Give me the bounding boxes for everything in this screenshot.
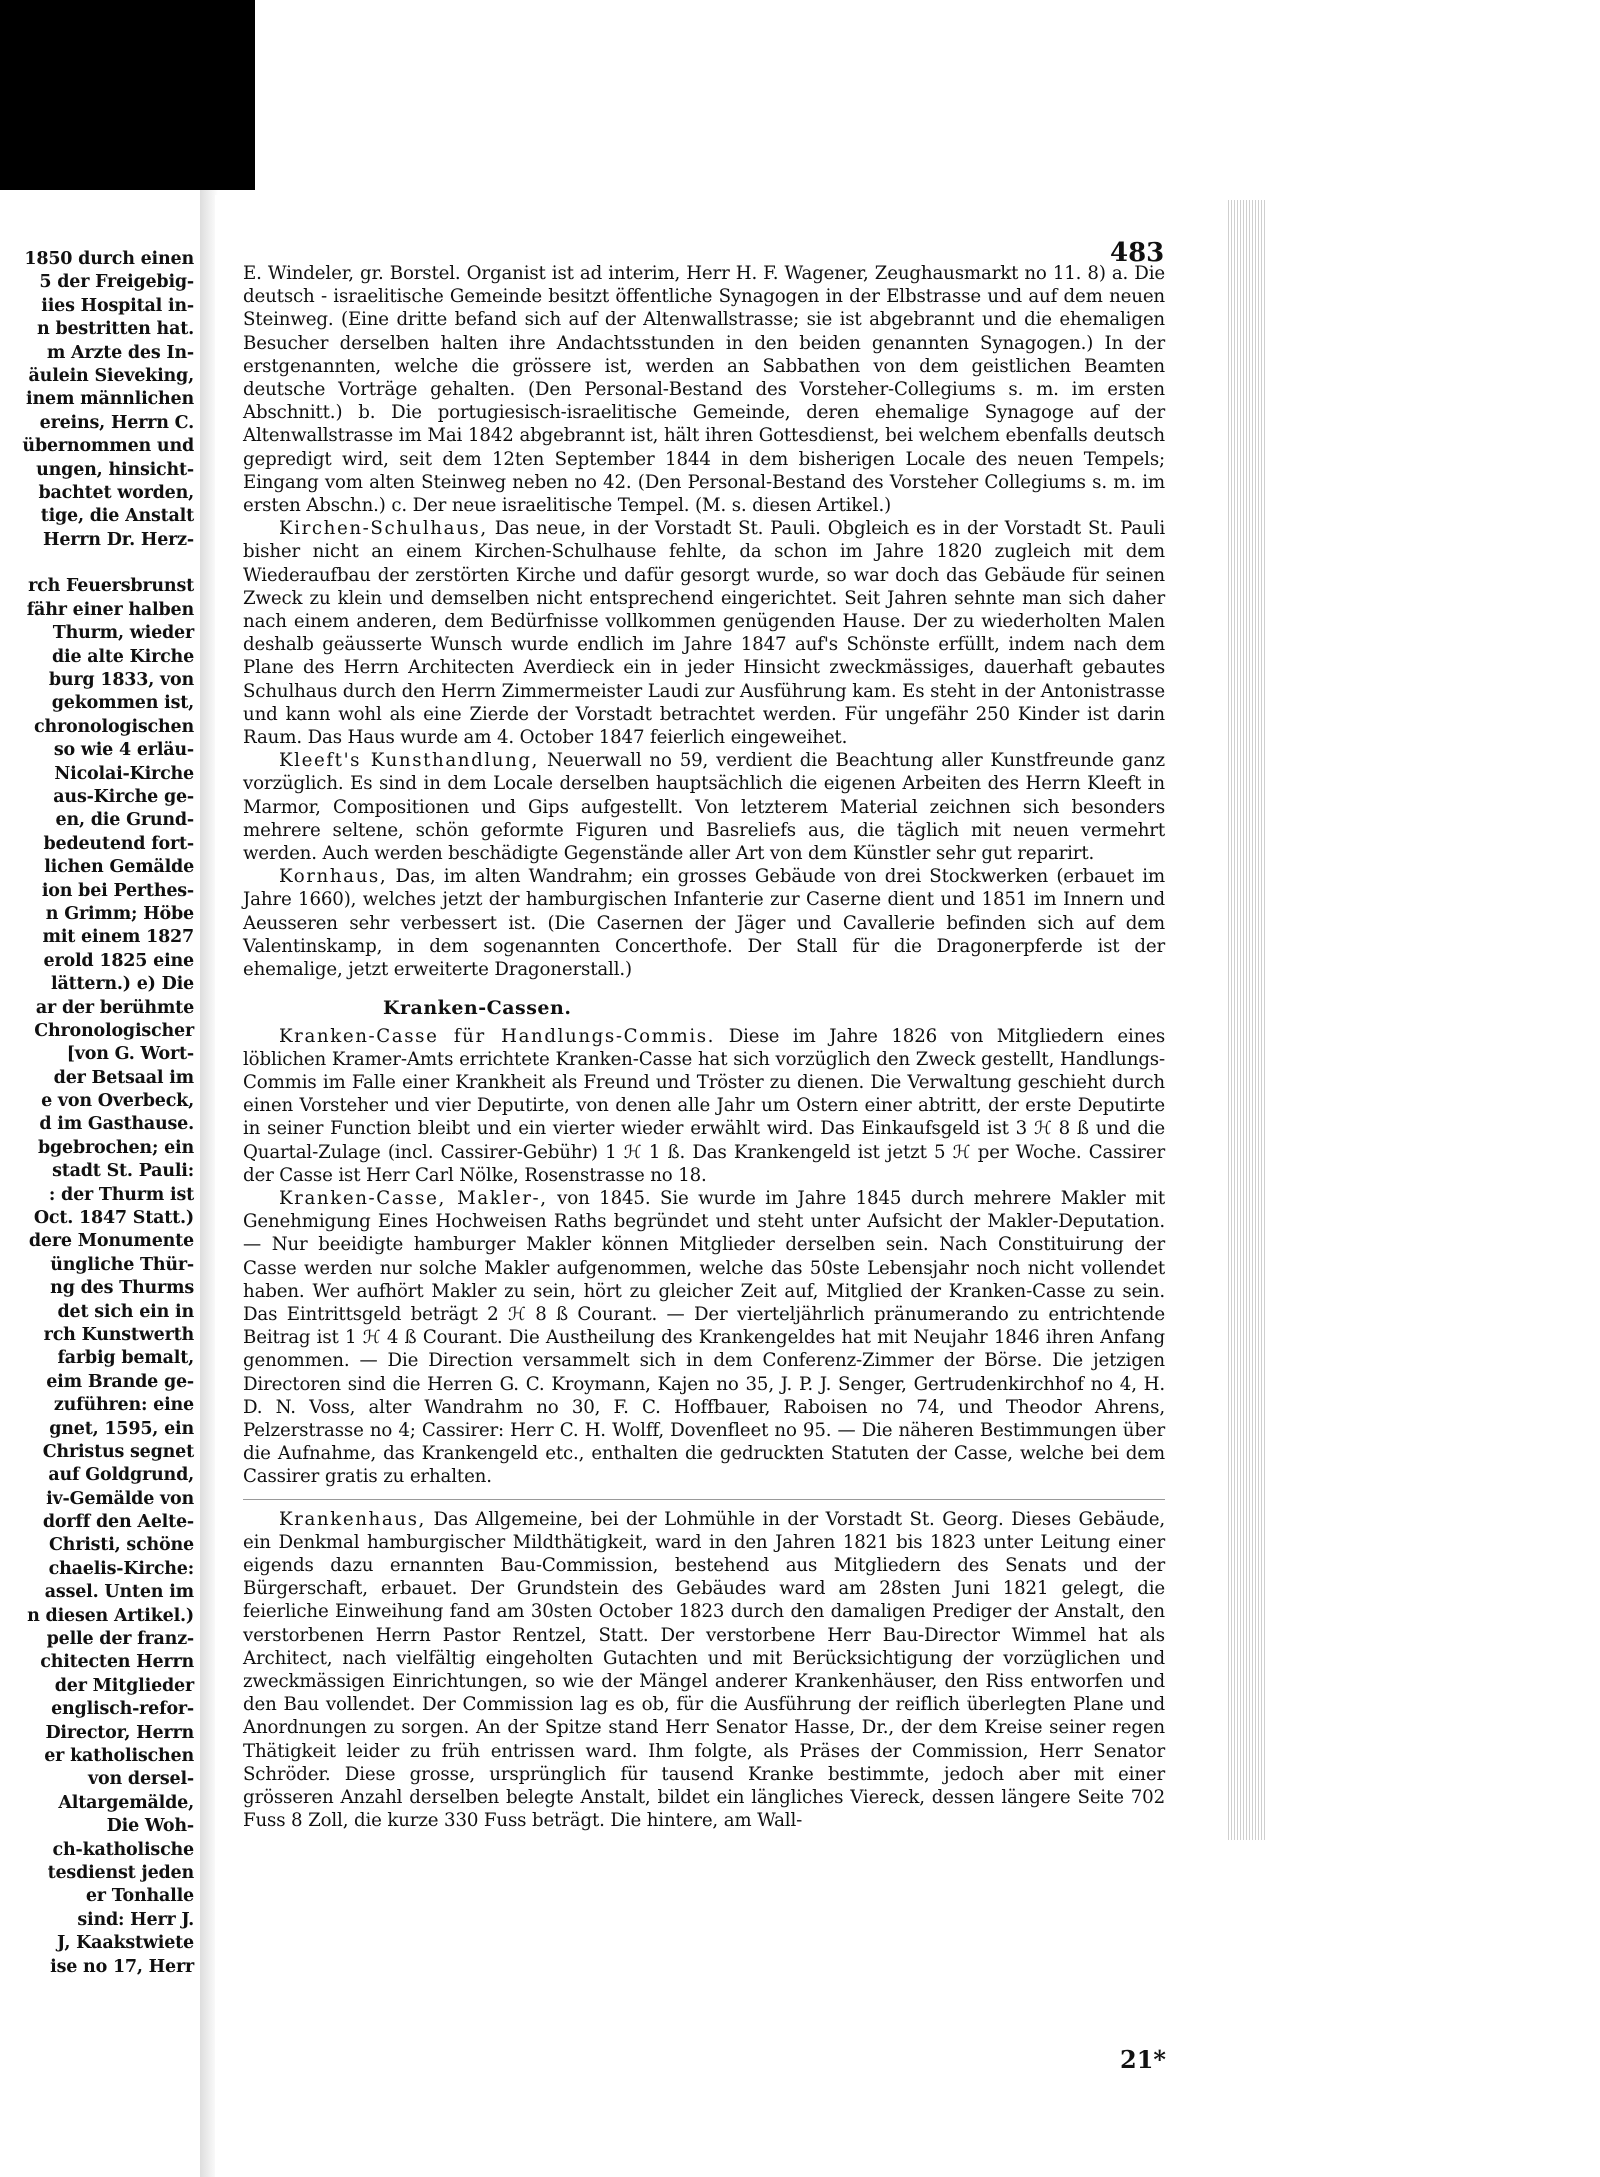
previous-page-line: inem männlichen	[26, 389, 194, 410]
section-heading: Kranken-Cassen.	[383, 997, 572, 1020]
entry-title: Kirchen-Schulhaus,	[279, 518, 488, 540]
previous-page-line: farbig bemalt,	[57, 1348, 194, 1369]
previous-page-line: Director, Herrn	[45, 1722, 194, 1743]
previous-page-line: [von G. Wort-	[66, 1044, 194, 1065]
previous-page-text	[4, 248, 194, 1979]
entry-title: Kranken-Casse, Makler-,	[279, 1187, 548, 1209]
previous-page-line: 1850 durch einen	[24, 249, 194, 269]
previous-page-line: er katholischen	[44, 1746, 194, 1766]
previous-page-line: gnet, 1595, ein	[49, 1418, 194, 1439]
previous-page-line: Christi, schöne	[48, 1535, 194, 1556]
previous-page-line: Christus segnet	[42, 1441, 194, 1462]
entry-krankenhaus	[243, 1508, 1165, 1833]
previous-page-line: der Betsaal im	[53, 1067, 194, 1088]
entry-kunsthandlung	[243, 749, 1165, 865]
previous-page-line: tesdienst jeden	[47, 1862, 194, 1883]
previous-page-line: englisch-refor-	[51, 1699, 194, 1720]
previous-page-line: pelle der franz-	[46, 1629, 194, 1650]
previous-page-line: mit einem 1827	[42, 927, 194, 948]
previous-page-line: zuführen: eine	[53, 1395, 194, 1416]
entry-kranken-casse-makler	[243, 1187, 1165, 1489]
previous-page-line: Oct. 1847 Statt.)	[33, 1208, 194, 1229]
previous-page-line: rch Feuersbrunst	[28, 576, 194, 597]
entry-text: Das, im alten Wandrahm; ein grosses Gebäude von drei Stockwerken (erbauet im Jahre 1660), welches jetzt der hamburgischen Infanterie zur Caserne dient und 1851 im Innern und Aeusseren sehr verbessert ist. (Die Casernen der Jäger und Cavallerie befinden sich auf dem Valentinskamp, in dem sogenannten Concerthofe. Der Stall für die Dragonerpferde ist der ehemalige, jetzt erweiterte Dragonerstall.)	[243, 866, 1165, 981]
previous-page-line: auf Goldgrund,	[48, 1465, 194, 1486]
page-number: 483	[1110, 238, 1165, 268]
previous-page-line: iv-Gemälde von	[46, 1488, 194, 1509]
scanner-background	[0, 0, 255, 190]
entry-text: von 1845. Sie wurde im Jahre 1845 durch mehrere Makler mit Genehmigung Eines Hochweisen Raths begründet und steht unter Aufsicht der Makler-Deputation. — Nur beeidigte hamburger Makler können Mitglieder derselben sein. Nach Constituirung der Casse werden nur solche Makler aufgenommen, welche das 50ste Lebensjahr noch nicht vollendet haben. Wer aufhört Makler zu sein, hört zu gleicher Zeit auf, Mitglied der Kranken-Casse zu sein. Das Eintrittsgeld beträgt 2 ℋ 8 ß Courant. — Der vierteljährlich pränumerando zu entrichtende Beitrag ist 1 ℋ 4 ß Courant. Die Austheilung des Krankengeldes hat mit Neujahr 1846 ihren Anfang genommen. — Die Direction versammelt sich in dem Conferenz-Zimmer der Börse. Die jetzigen Directoren sind die Herren G. C. Kroymann, Kajen no 35, J. P. J. Senger, Gertrudenkirchhof no 4, H. D. N. Voss, alter Wandrahm no 30, F. C. Hoffbauer, Raboisen no 74, und Theodor Ahrens, Pelzerstrasse no 4; Cassirer: Herr C. H. Wolff, Dovenfleet no 95. — Die näheren Bestimmungen über die Aufnahme, das Krankengeld etc., enthalten die gedruckten Statuten der Casse, welche bei dem Cassirer gratis zu erhalten.	[243, 1187, 1165, 1488]
entry-text: Diese im Jahre 1826 von Mitgliedern eines löblichen Kramer-Amts errichtete Kranken-Casse hat sich vorzüglich den Zweck gestellt, Handlungs-Commis im Falle einer Krankheit als Freund und Tröster zu dienen. Die Verwaltung geschieht durch einen Vorsteher und vier Deputirte, von denen alle Jahr um Ostern einer abtritt, der erste Deputirte in seiner Function bleibt und ein vierter wieder erwählt wird. Das Einkaufsgeld ist 3 ℋ 8 ß und die Quartal-Zulage (incl. Cassirer-Gebühr) 1 ℋ 1 ß. Das Krankengeld ist jetzt 5 ℋ per Woche. Cassirer der Casse ist Herr Carl Nölke, Rosenstrasse no 18.	[243, 1025, 1166, 1186]
entry-kirchen-schulhaus	[243, 517, 1165, 749]
page-body	[243, 262, 1165, 1832]
page-edge	[1226, 200, 1266, 1840]
previous-page-line: e von Overbeck,	[41, 1091, 194, 1112]
entry-kranken-casse-commis	[243, 1025, 1165, 1187]
previous-page-line: aus-Kirche ge-	[53, 786, 194, 807]
previous-page-line: det sich ein in	[57, 1301, 194, 1322]
previous-page-line: Die Woh-	[106, 1816, 194, 1837]
previous-page-line: tige, die Anstalt	[40, 506, 194, 527]
previous-page-line: erold 1825 eine	[43, 950, 194, 971]
previous-page-line: bedeutend fort-	[43, 833, 194, 854]
paragraph-synagogues: E. Windeler, gr. Borstel. Organist ist ad interim, Herr H. F. Wagener, Zeughausmarkt no 11. 8) a. Die deutsch - israelitische Gemeinde besitzt öffentliche Synagogen in der Elbstrasse und auf dem neuen Steinweg. (Eine dritte befand sich auf der Altenwallstrasse; sie ist abgebrannt und die ehemaligen Besucher derselben halten ihre Andachtsstunden in den beiden genannten Synagogen.) In der erstgenannten, welche die grössere ist, werden an Sabbathen von dem geistlichen Beamten deutsche Vorträge gehalten. (Den Personal-Bestand des Vorsteher-Collegiums s. m. im ersten Abschnitt.) b. Die portugiesisch-israelitische Gemeinde, deren ehemalige Synagoge auf der Altenwallstrasse im Mai 1842 abgebrannt ist, hält ihren Gottesdienst, bei welchem ebenfalls deutsch gepredigt wird, seit dem 12ten September 1844 in dem bisherigen Locale des neuen Tempels; Eingang vom alten Steinweg neben no 42. (Den Personal-Bestand des Vorsteher Collegiums s. m. im ersten Abschn.) c. Der neue israelitische Tempel. (M. s. diesen Artikel.)	[243, 263, 1165, 517]
previous-page-line: bgebrochen; ein	[37, 1137, 194, 1158]
previous-page-line: ng des Thurms	[50, 1278, 194, 1299]
previous-page-line: dorff den Aelte-	[42, 1512, 194, 1533]
entry-title: Kornhaus,	[279, 866, 388, 888]
entry-text: Das Allgemeine, bei der Lohmühle in der Vorstadt St. Georg. Dieses Gebäude, ein Denkmal hamburgischer Mildthätigkeit, ward in den Jahren 1821 bis 1823 unter Leitung einer eigends dazu ernannten Bau-Commission, bestehend aus Mitgliedern des Senats und der Bürgerschaft, erbauet. Der Grundstein des Gebäudes ward am 28sten Juni 1821 gelegt, die feierliche Einweihung fand am 30sten October 1823 durch den damaligen Prediger der Anstalt, den verstorbenen Herrn Pastor Rentzel, Statt. Der verstorbene Herr Bau-Director Wimmel hat als Architect, nach vielfältig eingeholten Gutachten und mit Berücksichtigung der vorzüglichen und zweckmässigen Einrichtungen, so wie der Mängel anderer Krankenhäuser, den Riss entworfen und den Bau vollendet. Der Commission lag es ob, für die Ausführung der reiflich überlegten Plane und Anordnungen zu sorgen. An der Spitze stand Herr Senator Hasse, Dr., der dem Kreise seiner regen Thätigkeit leider zu früh entrissen ward. Ihm folgte, als Präses der Commission, Herr Senator Schröder. Diese grosse, ursprünglich für tausend Kranke bestimmte, jedoch aber mit einer grösseren Anzahl derselben belegte Anstalt, bildet ein längliches Viereck, dessen längere Seite 702 Fuss 8 Zoll, die kurze 330 Fuss beträgt. Die hintere, am Wall-	[243, 1508, 1165, 1832]
previous-page	[0, 190, 200, 2177]
previous-page-line: bachtet worden,	[38, 482, 194, 503]
previous-page-line: eim Brande ge-	[46, 1371, 194, 1392]
previous-page-line: die alte Kirche	[52, 646, 194, 667]
previous-page-line: chitecten Herrn	[40, 1652, 194, 1673]
entry-title: Kranken-Casse für Handlungs-Commis.	[279, 1025, 716, 1047]
previous-page-line: gekommen ist,	[51, 693, 194, 714]
previous-page-line: ar der berühmte	[35, 997, 194, 1018]
previous-page-line: so wie 4 erläu-	[53, 740, 194, 761]
previous-page-line: rch Kunstwerth	[43, 1324, 194, 1345]
previous-page-line: ion bei Perthes-	[41, 880, 194, 901]
entry-text: Neuerwall no 59, verdient die Beachtung aller Kunstfreunde ganz vorzüglich. Es sind in dem Locale derselben hauptsächlich die eigenen Arbeiten des Herrn Kleeft in Marmor, Compositionen und Gips aufgestellt. Von letzterem Material zeichnen sich besonders mehrere seltene, schön geformte Figuren und Basreliefs aus, die täglich mit neuen vermehrt werden. Auch werden beschädigte Gegenstände aller Art von dem Künstler sehr gut reparirt.	[243, 750, 1165, 865]
previous-page-line: fähr einer halben	[26, 599, 194, 620]
entry-kornhaus	[243, 865, 1165, 981]
previous-page-line: dere Monumente	[28, 1231, 194, 1252]
previous-page-line: iies Hospital in-	[41, 295, 194, 316]
previous-page-line: J, Kaakstwiete	[57, 1933, 194, 1954]
previous-page-line	[4, 552, 194, 575]
previous-page-line: der Mitglieder	[54, 1675, 194, 1696]
previous-page-line: m Arzte des In-	[46, 342, 194, 363]
previous-page-line: Altargemälde,	[58, 1792, 194, 1813]
previous-page-line: : der Thurm ist	[48, 1184, 194, 1205]
previous-page-line: ungen, hinsicht-	[36, 459, 194, 480]
previous-page-line: n diesen Artikel.)	[27, 1605, 194, 1626]
previous-page-line: sind: Herr J.	[77, 1909, 194, 1930]
previous-page-line: ch-katholische	[52, 1839, 194, 1860]
previous-page-line: stadt St. Pauli:	[52, 1161, 194, 1182]
previous-page-line: chronologischen	[34, 716, 194, 737]
entry-text: Das neue, in der Vorstadt St. Pauli. Obgleich es in der Vorstadt St. Pauli bisher nicht an einem Kirchen-Schulhause fehlte, da schon im Jahre 1820 zugleich mit dem Wiederaufbau der zerstörten Kirche und dafür gesorgt wurde, so war doch das Gebäude für seinen Zweck zu klein und demselben nicht entsprechend eingerichtet. Seit Jahren sehnte man sich daher nach einem anderen, dem Bedürfnisse vollkommen genügenden Hause. Der zu wiederholten Malen deshalb geäusserte Wunsch wurde endlich im Jahre 1847 auf's Schönste erfüllt, indem nach dem Plane des Herrn Architecten Averdieck ein in jeder Hinsicht zweckmässiges, dauerhaft gebautes Schulhaus durch den Herrn Zimmermeister Laudi zur Ausführung kam. Es steht in der Antonistrasse und kann wohl als eine Zierde der Vorstadt betrachtet werden. Für ungefähr 250 Kinder ist darin Raum. Das Haus wurde am 4. October 1847 feierlich eingeweihet.	[243, 518, 1165, 749]
entry-title: Kleeft's Kunsthandlung,	[279, 750, 540, 772]
previous-page-line: burg 1833, von	[48, 670, 194, 691]
previous-page-line: chaelis-Kirche:	[48, 1558, 194, 1579]
previous-page-line: Chronologischer	[34, 1020, 194, 1041]
entry-title: Krankenhaus,	[279, 1508, 426, 1530]
previous-page-line: er Tonhalle	[85, 1886, 194, 1907]
previous-page-line: n bestritten hat.	[37, 319, 194, 340]
previous-page-line: lichen Gemälde	[44, 857, 194, 878]
previous-page-line: üngliche Thür-	[50, 1254, 194, 1275]
previous-page-line: 5 der Freigebig-	[39, 272, 194, 293]
previous-page-line: d im Gasthause.	[39, 1114, 194, 1135]
previous-page-line: ise no 17, Herr	[50, 1956, 194, 1977]
divider	[243, 1499, 1165, 1500]
previous-page-line: ereins, Herrn C.	[39, 412, 194, 433]
previous-page-line: von dersel-	[88, 1769, 194, 1790]
previous-page-line: Herrn Dr. Herz-	[43, 529, 194, 550]
previous-page-line: lättern.) e) Die	[51, 974, 194, 995]
previous-page-line: en, die Grund-	[55, 810, 194, 831]
printer-signature: 21*	[1120, 2045, 1166, 2074]
previous-page-line: Nicolai-Kirche	[54, 763, 194, 784]
previous-page-line: Thurm, wieder	[52, 623, 194, 644]
previous-page-line: assel. Unten im	[44, 1582, 194, 1603]
previous-page-line: n Grimm; Höbe	[45, 903, 194, 924]
previous-page-line: äulein Sieveking,	[28, 365, 194, 386]
previous-page-line: übernommen und	[22, 436, 194, 457]
